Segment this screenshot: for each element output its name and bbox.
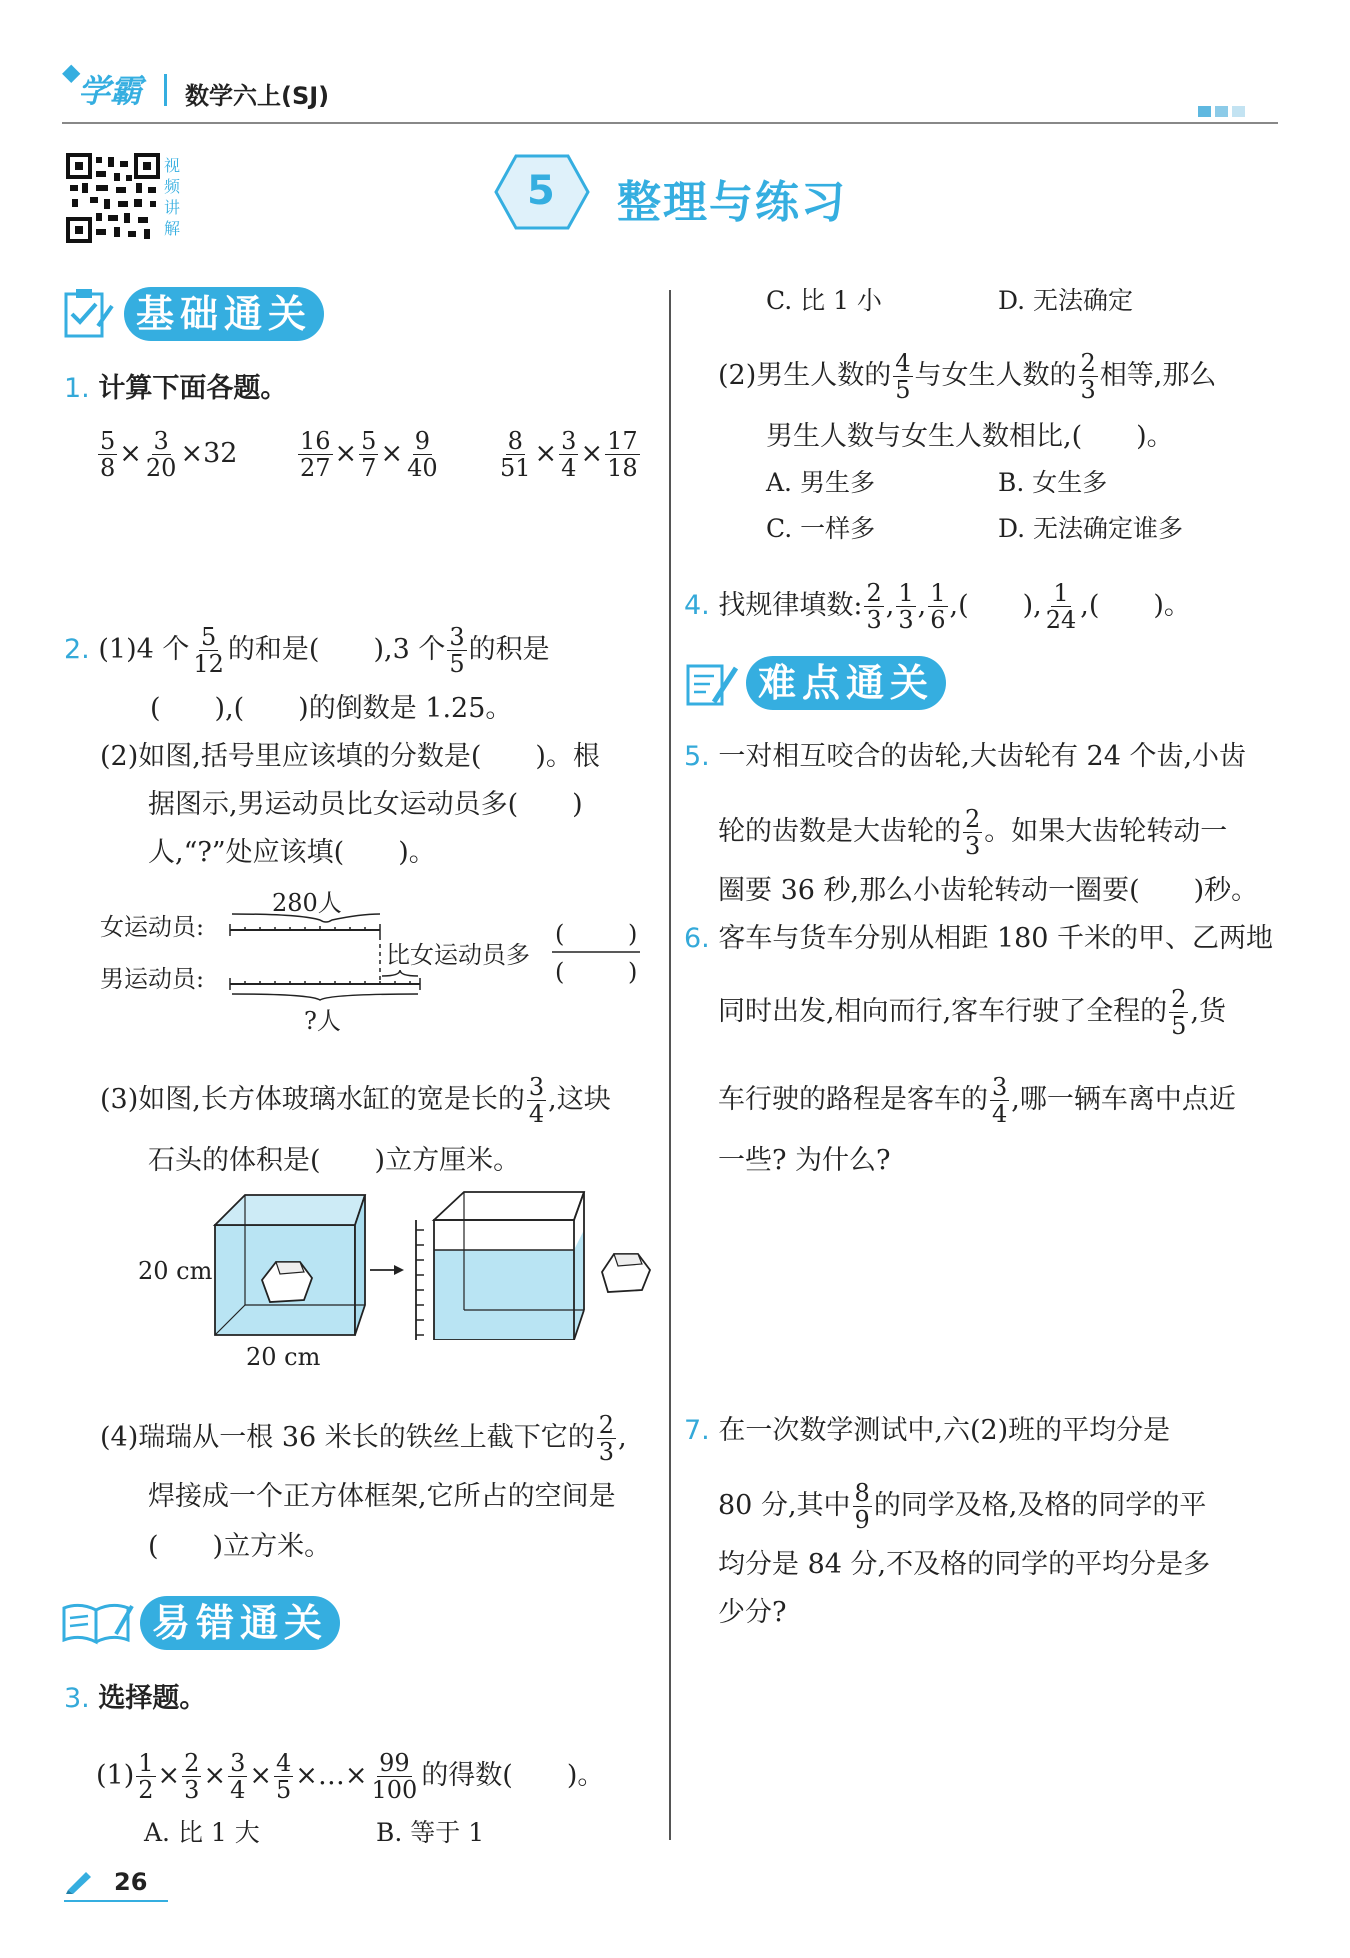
pencil-icon: [64, 1866, 94, 1894]
clipboard-icon: [62, 286, 114, 340]
open-book-icon: [60, 1600, 134, 1646]
q1-expr-2: $\frac{16}{27}$ × $\frac{5}{7}$ × $\frac{9}{40}$: [300, 427, 438, 482]
q3-title: [64, 1682, 206, 1716]
q1-number: 1.: [64, 373, 90, 404]
q3-option-d[interactable]: D. 无法确定: [998, 286, 1134, 315]
segment-diagram: [220, 900, 650, 1010]
qr-code[interactable]: [66, 153, 160, 243]
q2-part2-line2: 据图示,男运动员比女运动员多( ): [148, 789, 583, 820]
q2-part2-line3: 人,“?”处应该填( )。: [148, 837, 436, 868]
logo-text: 学霸: [78, 72, 143, 110]
q7-line2: 80 分,其中 $\frac{8}{9}$ 的同学及格,及格的同学的平: [718, 1479, 1207, 1534]
q7-line1: 7. 在一次数学测试中,六(2)班的平均分是: [684, 1415, 1171, 1446]
section-mistake: 易错通关: [140, 1596, 340, 1650]
diagram-question-label: ?人: [304, 1007, 341, 1035]
svg-text:(: (: [555, 920, 565, 948]
q3-part2-line1: (2)男生人数的 $\frac{4}{5}$ 与女生人数的 $\frac{2}{3}$ 相等,那么: [718, 349, 1217, 404]
glass-tank-figure: [210, 1190, 670, 1340]
q2-part1-line2: ( ),( )的倒数是 1.25。: [150, 693, 513, 724]
q5-line2: 轮的齿数是大齿轮的 $\frac{2}{3}$ 。如果大齿轮转动一: [718, 805, 1228, 860]
q3-part2-option-a[interactable]: A. 男生多: [766, 468, 875, 497]
q7-line4: 少分?: [718, 1597, 787, 1628]
q4: 4. 找规律填数: $\frac{2}{3}$ , $\frac{1}{3}$ , $\frac{1}{6}$ ,( ), $\frac{1}{24}$ ,( )。: [684, 579, 1191, 634]
q2-part3-line1: (3)如图,长方体玻璃水缸的宽是长的 $\frac{3}{4}$ ,这块: [100, 1073, 611, 1128]
q6-line1: 6. 客车与货车分别从相距 180 千米的甲、乙两地: [684, 923, 1274, 954]
tank-width-label: 20 cm: [246, 1343, 321, 1371]
header-dots: [1198, 102, 1245, 121]
q3-option-a[interactable]: A. 比 1 大: [144, 1818, 260, 1847]
diagram-280-label: 280人: [272, 889, 342, 917]
q3-option-c[interactable]: C. 比 1 小: [766, 286, 882, 315]
q7-number: 7.: [684, 1415, 710, 1446]
page-number: 26: [114, 1868, 148, 1896]
q3-part1: (1) $\frac{1}{2}$ × $\frac{2}{3}$ × $\frac{3}{4}$ × $\frac{4}{5}$ ×…× $\frac{99}{100}$ 的得数( )。: [96, 1749, 605, 1804]
q6-number: 6.: [684, 923, 710, 954]
qr-label: 视频讲解: [164, 156, 181, 238]
tank-height-label: 20 cm: [138, 1257, 213, 1285]
q2-part3-line2: 石头的体积是( )立方厘米。: [148, 1145, 521, 1176]
svg-text:): ): [628, 920, 638, 948]
q3-part2-option-d[interactable]: D. 无法确定谁多: [998, 514, 1184, 543]
logo-separator: [164, 74, 167, 106]
footer-rule: [64, 1900, 168, 1902]
q1-title: [64, 372, 287, 406]
book-title: 数学六上(SJ): [185, 82, 330, 110]
q5-line3: 圈要 36 秒,那么小齿轮转动一圈要( )秒。: [718, 875, 1259, 906]
svg-text:(: (: [555, 958, 565, 986]
q2-part4-line3: ( )立方米。: [148, 1531, 332, 1562]
q3-number: 3.: [64, 1683, 90, 1714]
q4-number: 4.: [684, 590, 710, 621]
q3-part2-line2: 男生人数与女生人数相比,( )。: [766, 421, 1174, 452]
svg-text:): ): [628, 958, 638, 986]
q7-line3: 均分是 84 分,不及格的同学的平均分是多: [718, 1549, 1211, 1580]
q2-part4-line2: 焊接成一个正方体框架,它所占的空间是: [148, 1481, 616, 1512]
diagram-female-label: 女运动员:: [100, 913, 205, 941]
header-rule: [62, 122, 1278, 124]
diagram-male-label: 男运动员:: [100, 965, 205, 993]
q1-expr-3: $\frac{8}{51}$ × $\frac{3}{4}$ × $\frac{17}{18}$: [500, 427, 638, 482]
q6-line2: 同时出发,相向而行,客车行驶了全程的 $\frac{2}{5}$ ,货: [718, 985, 1227, 1040]
q1-expr-1: $\frac{5}{8}$ × $\frac{3}{20}$ ×32: [100, 427, 238, 482]
q3-part2-option-c[interactable]: C. 一样多: [766, 514, 876, 543]
pencil-note-icon: [684, 660, 740, 708]
q2-part2-line1: (2)如图,括号里应该填的分数是( )。根: [100, 741, 600, 772]
chapter-title: 整理与练习: [617, 177, 847, 228]
q3-text: 选择题。: [98, 1683, 207, 1714]
column-divider: [669, 290, 671, 1840]
q3-part2-option-b[interactable]: B. 女生多: [998, 468, 1108, 497]
section-basic: 基础通关: [124, 287, 324, 341]
logo-cap-icon: ◆: [62, 58, 81, 86]
q5-number: 5.: [684, 741, 710, 772]
q2-part1: 2. (1)4 个 $\frac{5}{12}$ 的和是( ),3 个 $\frac{3}{5}$ 的积是: [64, 623, 550, 678]
logo: [62, 58, 143, 112]
section-difficult: 难点通关: [746, 656, 946, 710]
q6-line4: 一些? 为什么?: [718, 1145, 891, 1176]
q5-line1: 5. 一对相互咬合的齿轮,大齿轮有 24 个齿,小齿: [684, 741, 1247, 772]
q2-part4-line1: (4)瑞瑞从一根 36 米长的铁丝上截下它的 $\frac{2}{3}$ ,: [100, 1411, 627, 1466]
q6-line3: 车行驶的路程是客车的 $\frac{3}{4}$ ,哪一辆车离中点近: [718, 1073, 1236, 1128]
q3-option-b[interactable]: B. 等于 1: [376, 1818, 485, 1847]
q2-number: 2.: [64, 634, 90, 665]
diagram-more-label: 比女运动员多: [386, 941, 530, 969]
q1-text: 计算下面各题。: [98, 373, 288, 404]
chapter-number: 5: [527, 168, 555, 214]
